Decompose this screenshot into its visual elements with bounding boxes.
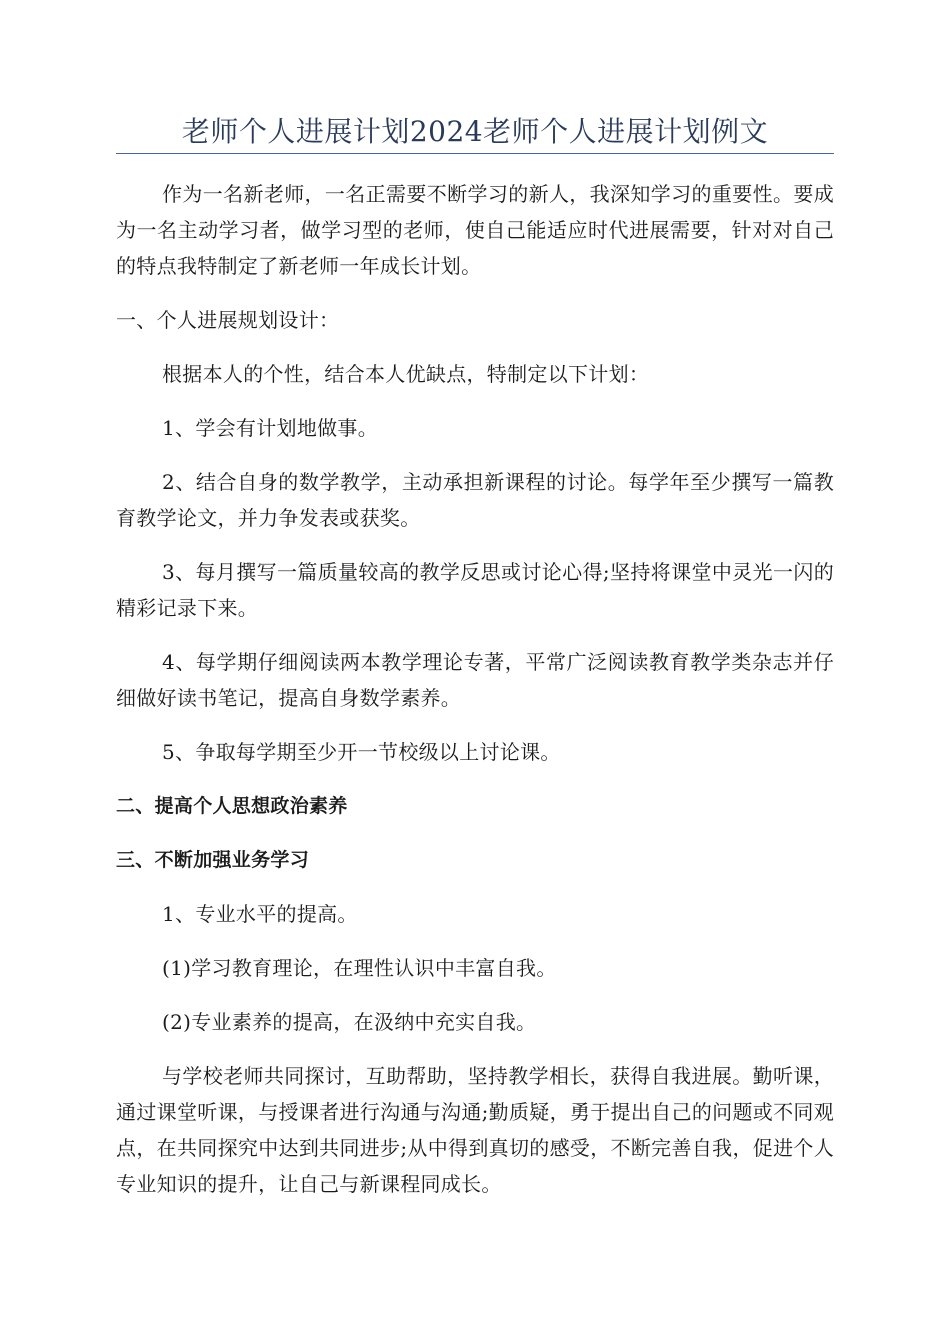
study-subitem-2: (2)专业素养的提高，在汲纳中充实自我。 bbox=[162, 1010, 537, 1034]
closing-paragraph: 与学校老师共同探讨，互助帮助，坚持教学相长，获得自我进展。勤听课，通过课堂听课，与授课者进行沟通与沟通;勤质疑，勇于提出自己的问题或不同观点，在共同探究中达到共同进步;从中得到真切的感受，不断完善自我，促进个人专业知识的提升，让自己与新课程同成长。 bbox=[116, 1064, 834, 1196]
plan-intro: 根据本人的个性，结合本人优缺点，特制定以下计划： bbox=[162, 362, 650, 386]
plan-item-4: 4、每学期仔细阅读两本教学理论专著，平常广泛阅读教育教学类杂志并仔细做好读书笔记，提高自身数学素养。 bbox=[116, 650, 834, 710]
section-heading-1: 一、个人进展规划设计： bbox=[116, 308, 340, 332]
document-body bbox=[116, 176, 834, 1202]
intro-paragraph: 作为一名新老师，一名正需要不断学习的新人，我深知学习的重要性。要成为一名主动学习者，做学习型的老师，使自己能适应时代进展需要，针对对自己的特点我特制定了新老师一年成长计划。 bbox=[116, 182, 834, 278]
plan-item-2: 2、结合自身的数学教学，主动承担新课程的讨论。每学年至少撰写一篇教育教学论文，并力争发表或获奖。 bbox=[116, 470, 834, 530]
study-item-1: 1、专业水平的提高。 bbox=[162, 902, 358, 926]
document-title: 老师个人进展计划2024老师个人进展计划例文 bbox=[181, 115, 769, 148]
study-subitem-1: (1)学习教育理论，在理性认识中丰富自我。 bbox=[162, 956, 557, 980]
section-heading-3: 三、不断加强业务学习 bbox=[116, 849, 310, 871]
plan-item-5: 5、争取每学期至少开一节校级以上讨论课。 bbox=[162, 740, 561, 764]
title-underline bbox=[116, 153, 834, 154]
plan-item-1: 1、学会有计划地做事。 bbox=[162, 416, 379, 440]
section-heading-2: 二、提高个人思想政治素养 bbox=[116, 795, 348, 817]
plan-item-3: 3、每月撰写一篇质量较高的教学反思或讨论心得;坚持将课堂中灵光一闪的精彩记录下来。 bbox=[116, 560, 834, 620]
